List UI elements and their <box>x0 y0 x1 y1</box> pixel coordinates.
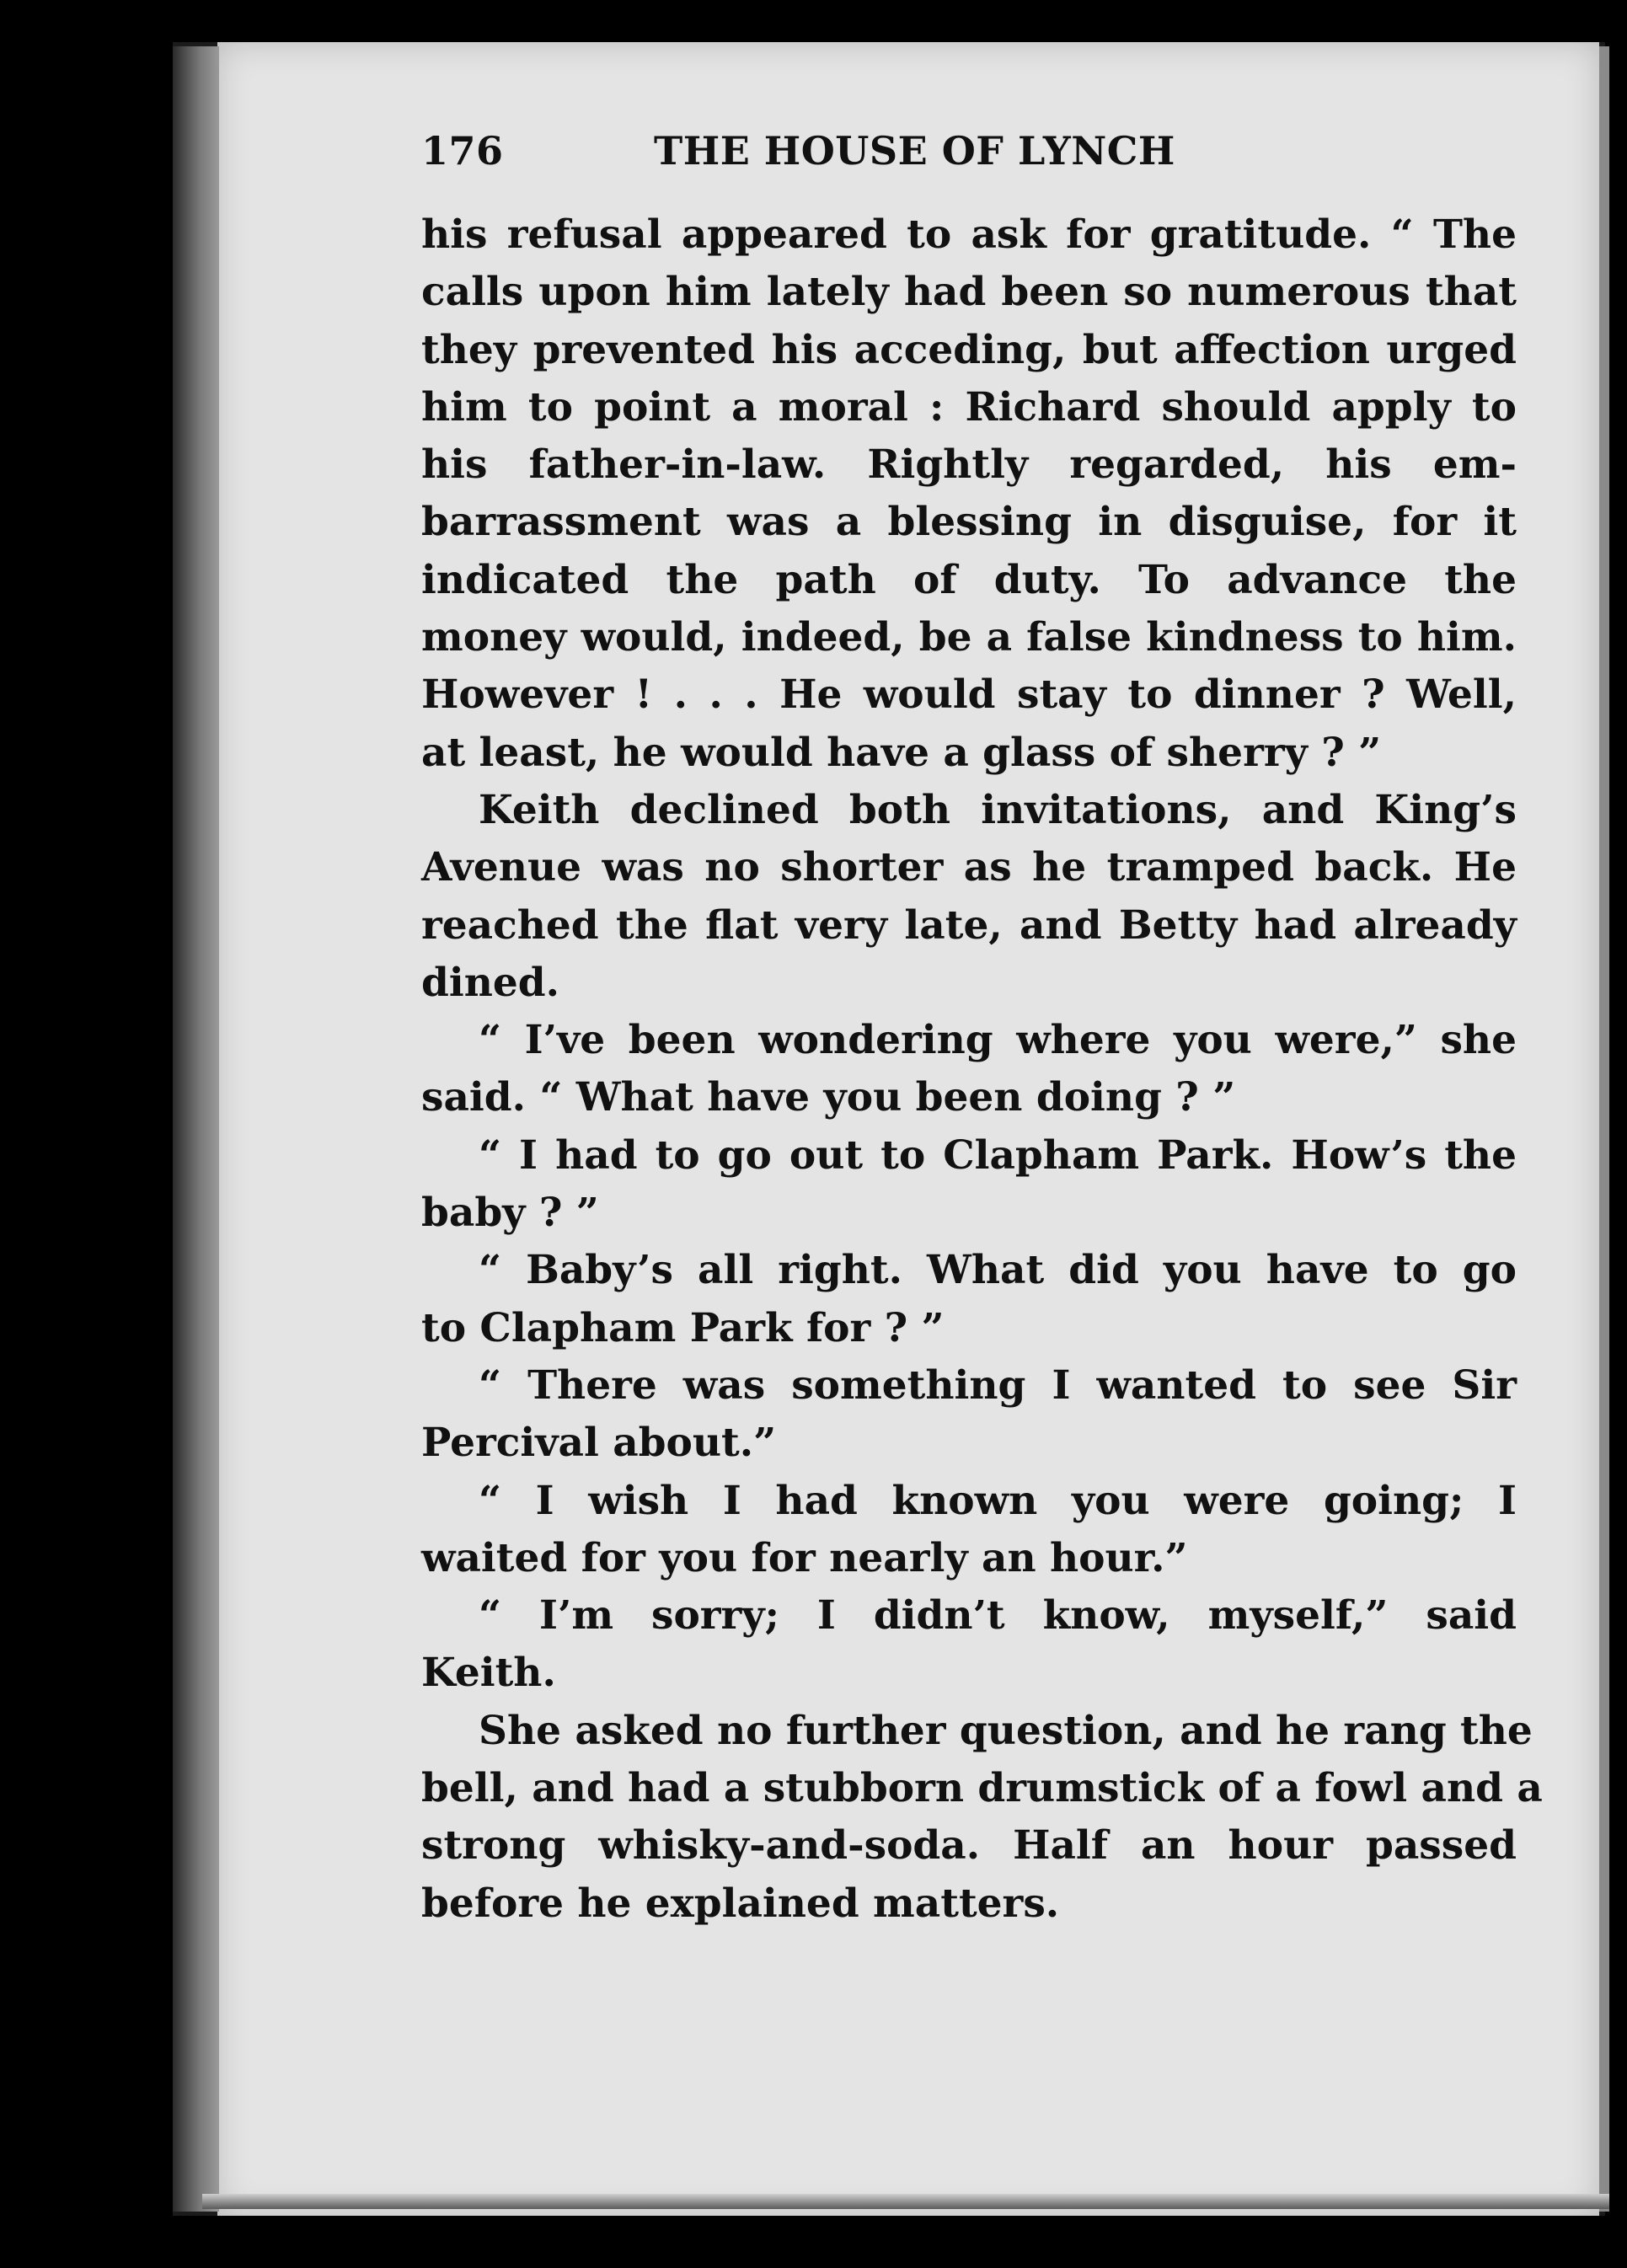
text-line: “ I’ve been wondering where you were,” she <box>479 1017 1517 1064</box>
text-line: baby ? ” <box>421 1190 599 1237</box>
text-line: his father-in-law. Rightly regarded, his em- <box>421 441 1517 489</box>
text-line: She asked no further question, and he rang the <box>479 1707 1533 1754</box>
text-line: waited for you for nearly an hour.” <box>421 1534 1188 1581</box>
body-text <box>421 206 1543 1933</box>
text-line: “ I had to go out to Clapham Park. How’s the <box>479 1131 1517 1179</box>
running-head-title: THE HOUSE OF LYNCH <box>654 128 1175 174</box>
text-line: Avenue was no shorter as he tramped back. He <box>421 844 1517 891</box>
text-line: “ I’m sorry; I didn’t know, myself,” said <box>479 1592 1517 1639</box>
text-line: dined. <box>421 959 560 1006</box>
page-header <box>421 128 1517 187</box>
text-line: reached the flat very late, and Betty had already <box>421 901 1517 949</box>
text-line: Percival about.” <box>421 1420 777 1467</box>
text-line: said. “ What have you been doing ? ” <box>421 1074 1236 1121</box>
page-edge-right <box>1599 46 1609 2212</box>
text-line: Keith declined both invitations, and King’s <box>479 786 1517 833</box>
page-edge-bottom <box>202 2194 1609 2209</box>
text-line: indicated the path of duty. To advance the <box>421 556 1517 603</box>
text-line: money would, indeed, be a false kindness to him. <box>421 614 1517 661</box>
text-line: Keith. <box>421 1650 556 1697</box>
text-line: However ! . . . He would stay to dinner ? Well, <box>421 671 1517 719</box>
text-line: to Clapham Park for ? ” <box>421 1304 945 1351</box>
text-line: calls upon him lately had been so numerous that <box>421 269 1517 316</box>
text-line: before he explained matters. <box>421 1880 1060 1927</box>
text-line: bell, and had a stubborn drumstick of a fowl and a <box>421 1765 1543 1812</box>
text-line: strong whisky-and-soda. Half an hour passed <box>421 1822 1517 1869</box>
text-line: “ I wish I had known you were going; I <box>479 1477 1517 1524</box>
text-line: “ There was something I wanted to see Sir <box>479 1361 1517 1409</box>
text-line: they prevented his acceding, but affection urged <box>421 326 1517 373</box>
text-line: “ Baby’s all right. What did you have to go <box>479 1247 1517 1294</box>
text-line: him to point a moral : Richard should apply to <box>421 383 1517 431</box>
text-line: his refusal appeared to ask for gratitude. “ The <box>421 211 1517 258</box>
book-spine-gutter <box>173 46 219 2212</box>
text-line: at least, he would have a glass of sherry ? ” <box>421 729 1382 776</box>
text-line: barrassment was a blessing in disguise, for it <box>421 499 1517 546</box>
page-number: 176 <box>421 128 504 174</box>
